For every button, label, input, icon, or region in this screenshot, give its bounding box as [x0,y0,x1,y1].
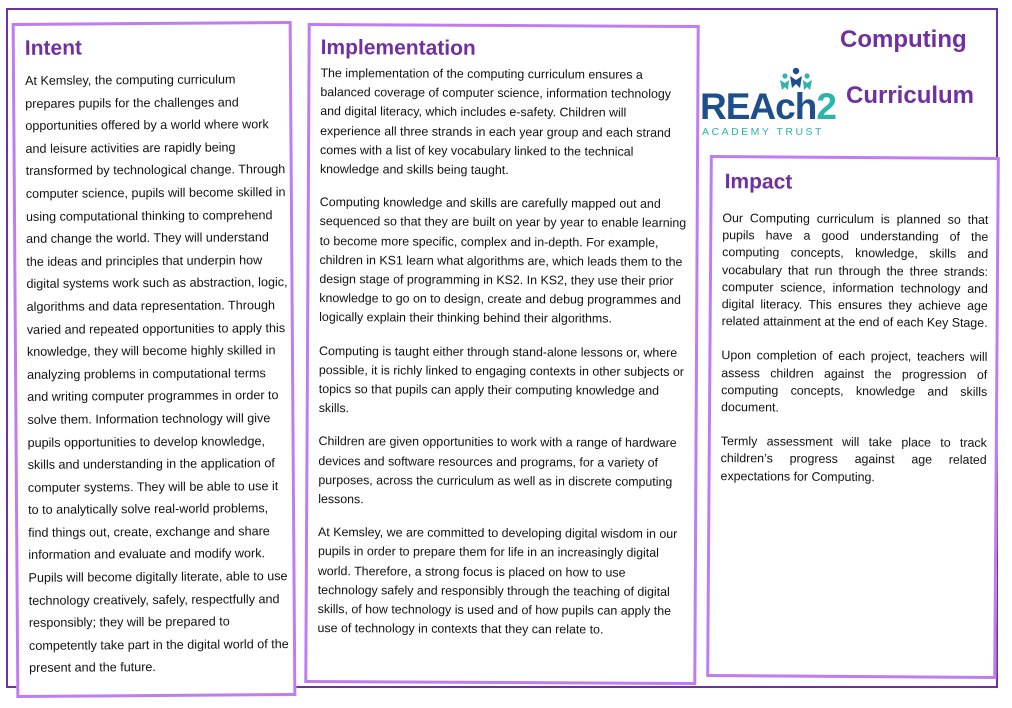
impact-body [720,210,988,504]
implementation-heading: Implementation [320,36,476,60]
impact-panel [706,155,1000,679]
intent-body: At Kemsley, the computing curriculum prepares pupils for the challenges and opportunities offered by a world where work and leisure activities are rapidly being transformed by technological change. Through computer science, pupils will become skilled in using computational thinking to comprehend and change the world. They will understand the ideas and principles that underpin how digital systems work such as abstraction, logic, algorithms and data representation. Through varied and repeated opportunities to apply this knowledge, they will become highly skilled in analyzing problems in computational terms and writing computer programmes in order to solve them. Information technology will give pupils opportunities to develop knowledge, skills and understanding in the application of computer systems. They will be able to use it to to analytically solve real-world problems, find things out, create, exchange and share information and evaluate and modify work. Pupils will become digitally literate, able to use technology creatively, safely, respectfully and responsibly; they will be prepared to competently take part in the digital world of the present and the future. [25,72,289,676]
implementation-paragraph: Computing knowledge and skills are carefully mapped out and sequenced so that they are built on year by year to enable learning to become more specific, complex and in-depth. For example, children in KS1 learn what algorithms are, which leads them to the design stage of programming in KS2. In KS2, they use their prior knowledge to go on to design, create and debug programmes and logically explain their thinking behind their algorithms. [319,195,687,327]
logo-word-main: REAch [700,86,817,127]
implementation-panel [304,23,699,685]
implementation-paragraph: Computing is taught either through stand-alone lessons or, where possible, it is richly linked to engaging contexts in other subjects or topics so that pupils can apply their computing knowledge and skills. [318,343,684,416]
implementation-paragraph: At Kemsley, we are committed to developing digital wisdom in our pupils in order to prepare them for life in an increasingly digital world. Therefore, a strong focus is placed on how to use technology safely and responsibly through the teaching of digital skills, of how technology is used and of how pupils can apply the use of technology in contexts that they can relate to. [317,525,678,637]
implementation-paragraph: Children are given opportunities to work with a range of hardware devices and software resources and programs, for a variety of purposes, across the curriculum as well as in discrete computing lessons. [318,434,677,507]
implementation-body [317,64,690,654]
impact-paragraph: Our Computing curriculum is planned so that pupils have a good understanding of the computing concepts, knowledge, skills and vocabulary that run through the three strands: computer science, information technology and digital literacy. This ensures they achieve age related attainment at the end of each Key Stage. [721,211,989,331]
impact-paragraph: Upon completion of each project, teachers will assess children against the progression of computing concepts, knowledge and skills document. [721,348,988,415]
page-title-line2: Curriculum [846,82,975,109]
logo-wordmark [700,86,836,128]
page-title-line1: Computing [840,26,967,53]
impact-paragraph: Termly assessment will take place to track children’s progress against age related expectations for Computing. [720,434,987,484]
intent-panel [12,21,297,698]
logo-word-suffix: 2 [816,86,836,127]
implementation-paragraph: The implementation of the computing curriculum ensures a balanced coverage of computer science, information technology and digital literacy, which includes e-safety. Children will experience all three strands in each year group and each strand comes with a list of key vocabulary linked to the technical knowledge and skills being taught. [319,66,671,178]
intent-heading: Intent [24,36,83,60]
reach2-logo [700,66,842,144]
logo-subtitle: ACADEMY TRUST [702,126,824,138]
impact-heading: Impact [724,170,793,194]
